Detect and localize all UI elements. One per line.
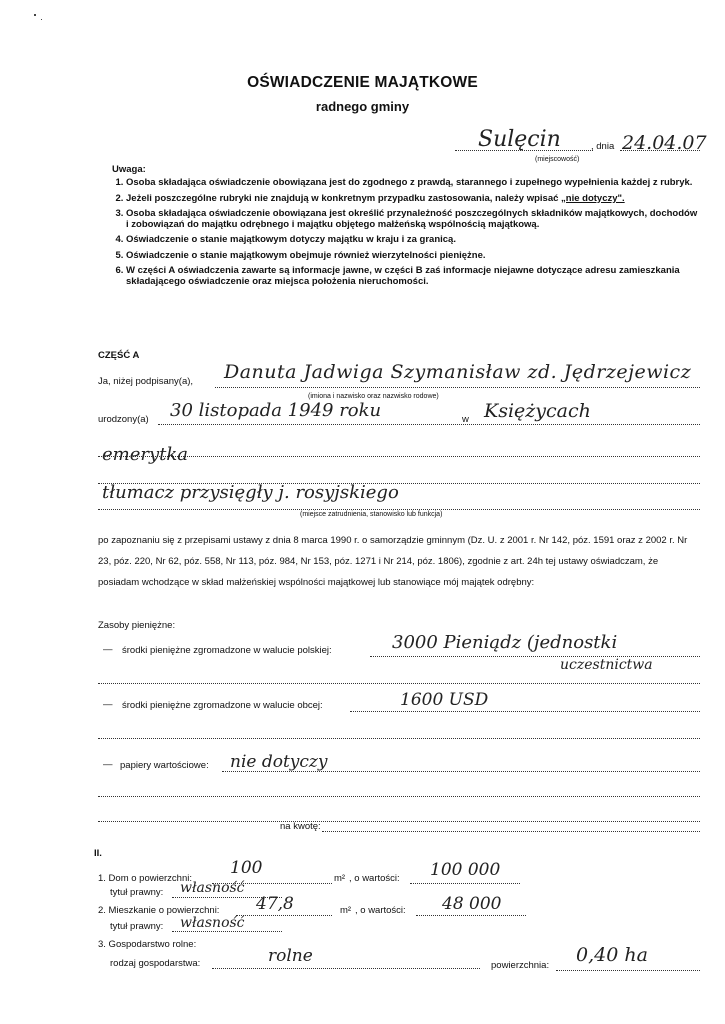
uwaga-item-5: 5. Oświadczenie o stanie majątkowym obejmuje również wierzytelności pieniężne. <box>126 251 702 262</box>
rodzaj-label: rodzaj gospodarstwa: <box>110 958 201 969</box>
pln-label: środki pieniężne zgromadzone w walucie polskiej: <box>122 645 332 656</box>
gosp-label: 3. Gospodarstwo rolne: <box>98 939 197 950</box>
mieszkanie-value-line <box>416 915 526 916</box>
scan-speck <box>41 19 42 20</box>
dom-value-value: 100 000 <box>430 860 501 880</box>
name-value: Danuta Jadwiga Szymanisław zd. Jędrzejewicz <box>224 361 692 383</box>
kwota-label: na kwotę: <box>280 821 321 832</box>
papers-dash: — <box>103 759 113 770</box>
uwaga-item-2: 2. Jeżeli poszczególne rubryki nie znajdują w konkretnym przypadku zastosowania, należy wpisać „nie dotyczy". <box>126 194 702 205</box>
ja-label: Ja, niżej podpisany(a), <box>98 376 194 387</box>
born-place-value: Księżycach <box>484 400 591 422</box>
scan-speck <box>34 14 36 16</box>
powierzchnia-label: powierzchnia: <box>491 960 550 971</box>
dom-tytul-value: własność <box>180 880 245 896</box>
uwaga-item-3: 3. Osoba składająca oświadczenie obowiązana jest określić przynależność poszczególnych składników majątkowych, dochodów i zobowiązań do majątku odrębnego i majątku objętego małżeńską wspólnością majątkową. <box>126 209 702 230</box>
dnia-label: , dnia <box>591 141 615 152</box>
powierzchnia-value: 0,40 ha <box>576 944 648 966</box>
kwota-line <box>322 831 700 832</box>
mieszkanie-area-line <box>236 915 332 916</box>
born-date-value: 30 listopada 1949 roku <box>170 400 382 421</box>
page-title: OŚWIADCZENIE MAJĄTKOWE <box>247 74 478 91</box>
born-label: urodzony(a) <box>98 414 149 425</box>
place-caption: (miejscowość) <box>535 156 580 163</box>
uwaga-label: Uwaga: <box>112 164 146 175</box>
papers-label: papiery wartościowe: <box>120 760 209 771</box>
name-caption: (imiona i nazwisko oraz nazwisko rodowe) <box>308 393 439 400</box>
dom-tytul-label: tytuł prawny: <box>110 887 164 898</box>
papers-line-3 <box>98 821 700 822</box>
powierzchnia-line <box>556 970 700 971</box>
rodzaj-line <box>212 968 480 969</box>
place-value: Sulęcin <box>478 127 561 152</box>
czesc-a-heading: CZĘŚĆ A <box>98 350 140 361</box>
pln-value: 3000 Pieniądz (jednostki <box>392 632 618 653</box>
uwaga-item-6: 6. W części A oświadczenia zawarte są informacje jawne, w części B zaś informacje niejawne dotyczące adresu zamieszkania składającego oświadczenie oraz miejsca położenia nieruchomości. <box>126 266 702 287</box>
mieszkanie-tytul-value: własność <box>180 915 245 931</box>
rodzaj-value: rolne <box>268 946 313 966</box>
mieszkanie-area-value: 47,8 <box>256 894 294 914</box>
w-label: w <box>462 414 469 425</box>
mieszkanie-m2-label: m² <box>340 905 352 916</box>
section-2-heading: II. <box>94 848 102 859</box>
foreign-line-2 <box>98 738 700 739</box>
job-caption: (miejsce zatrudnienia, stanowisko lub funkcja) <box>300 511 443 518</box>
line-1 <box>98 456 700 457</box>
uwaga-item-4: 4. Oświadczenie o stanie majątkowym dotyczy majątku w kraju i za granicą. <box>126 235 702 246</box>
mieszkanie-tytul-line <box>172 931 282 932</box>
dom-area-value: 100 <box>230 858 263 878</box>
dom-m2-label: m² <box>334 873 346 884</box>
papers-value: nie dotyczy <box>230 752 328 772</box>
uwaga-item-1: 1. Osoba składająca oświadczenie obowiązana jest do zgodnego z prawdą, starannego i zupełnego wypełnienia każdej z rubryk. <box>126 178 702 189</box>
zasoby-heading: Zasoby pieniężne: <box>98 620 176 631</box>
mieszkanie-tytul-label: tytuł prawny: <box>110 921 164 932</box>
foreign-line <box>350 711 700 712</box>
uwaga-list <box>112 178 702 292</box>
foreign-label: środki pieniężne zgromadzone w walucie obcej: <box>122 700 323 711</box>
foreign-value: 1600 USD <box>400 690 489 710</box>
dom-wartosc-label: , o wartości: <box>349 873 400 884</box>
statement-paragraph: po zapoznaniu się z przepisami ustawy z dnia 8 marca 1990 r. o samorządzie gminnym (Dz. U. z 2001 r. Nr 142, póz. 1591 oraz z 2002 r. Nr 23, póz. 220, Nr 62, póz. 558, Nr 113, póz. 984, Nr 153, póz. 1271 i Nr 214, póz. 1806), zgodnie z art. 24h tej ustawy oświadczam, że posiadam wchodzące w skład małżeńskiej wspólności majątkowej lub stanowiące mój majątek odrębny: <box>98 535 688 588</box>
pln-line-2 <box>98 683 700 684</box>
dom-value-line <box>410 883 520 884</box>
papers-line-2 <box>98 796 700 797</box>
line-1-value: emerytka <box>102 444 189 465</box>
pln-value-2: uczestnictwa <box>560 657 653 673</box>
foreign-dash: — <box>103 699 113 710</box>
mieszkanie-wartosc-label: , o wartości: <box>355 905 406 916</box>
mieszkanie-value-value: 48 000 <box>442 894 502 914</box>
name-line <box>215 387 700 388</box>
page-subtitle: radnego gminy <box>315 99 410 114</box>
nie-dotyczy-quote: „nie dotyczy". <box>561 192 625 204</box>
date-value: 24.04.07 <box>622 132 707 154</box>
dom-label: 1. Dom o powierzchni: <box>98 873 192 884</box>
pln-dash: — <box>103 644 113 655</box>
line-3 <box>98 509 700 510</box>
mieszkanie-label: 2. Mieszkanie o powierzchni: <box>98 905 220 916</box>
line-2-value: tłumacz przysięgły j. rosyjskiego <box>102 482 399 503</box>
born-line <box>158 424 700 425</box>
